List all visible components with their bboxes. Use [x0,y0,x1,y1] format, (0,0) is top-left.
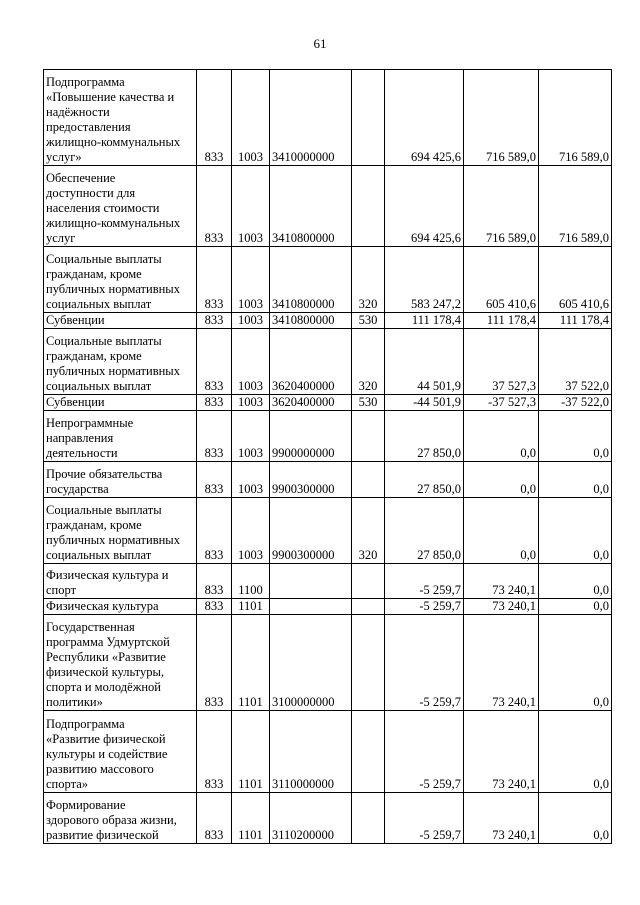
row-section-text: 1100 [238,583,263,597]
row-name-text: Социальные выплаты гражданам, кроме публичных нормативных социальных выплат [46,503,180,562]
row-name-text: Подпрограмма «Повышение качества и надёжности предоставления жилищно-коммунальных услуг» [46,75,181,164]
row-amount-2024-text: 694 425,6 [411,231,461,245]
table-row [44,411,612,462]
row-name-text: Физическая культура [46,599,159,613]
row-ved-text: 833 [204,297,224,311]
row-name-cell [44,329,197,395]
row-csr-cell [270,411,352,462]
row-amount-2024-text: 27 850,0 [417,482,461,496]
row-amount-2025-cell [464,711,539,793]
row-name-cell [44,599,197,615]
row-name-cell [44,166,197,247]
row-section-text: 1101 [238,695,263,709]
row-amount-2025-text: 73 240,1 [492,583,536,597]
row-amount-2025-cell [464,166,539,247]
row-amount-2024-cell [385,70,464,166]
row-csr-cell [270,711,352,793]
row-amount-2025-text: 111 178,4 [486,313,536,327]
table-row [44,462,612,498]
row-vr-text: 320 [358,379,378,393]
row-amount-2024-text: 694 425,6 [411,150,461,164]
row-vr-cell [352,329,385,395]
row-section-text: 1101 [238,828,263,842]
row-vr-cell [352,564,385,599]
row-amount-2024-cell [385,498,464,564]
row-amount-2026-text: 0,0 [593,777,609,791]
row-section-text: 1101 [238,777,263,791]
row-amount-2024-text: 583 247,2 [411,297,461,311]
row-csr-cell [270,462,352,498]
row-csr-cell [270,395,352,411]
row-section-text: 1003 [238,395,263,409]
row-amount-2024-cell [385,599,464,615]
table-row [44,329,612,395]
row-csr-cell [270,313,352,329]
row-name-text: Прочие обязательства государства [46,467,163,496]
row-amount-2024-text: 44 501,9 [417,379,461,393]
row-vr-text: 320 [358,297,378,311]
row-amount-2026-text: 0,0 [593,583,609,597]
row-vr-cell [352,166,385,247]
row-name-text: Субвенции [46,313,105,327]
row-section-text: 1003 [238,482,263,496]
row-csr-cell [270,166,352,247]
row-name-text: Обеспечение доступности для населения стоимости жилищно-коммунальных услуг [46,171,181,245]
row-amount-2024-cell [385,564,464,599]
row-amount-2026-cell [539,793,612,844]
row-vr-cell [352,711,385,793]
row-csr-cell [270,615,352,711]
row-ved-text: 833 [204,548,224,562]
row-amount-2026-text: 0,0 [593,599,609,613]
row-ved-text: 833 [204,379,224,393]
row-vr-text: 320 [358,548,378,562]
row-amount-2026-cell [539,395,612,411]
row-amount-2024-text: -5 259,7 [419,599,461,613]
row-amount-2026-text: 37 522,0 [565,379,609,393]
table-row [44,70,612,166]
row-amount-2026-text: 716 589,0 [559,231,609,245]
row-amount-2025-text: 37 527,3 [492,379,536,393]
row-csr-text: 3410000000 [272,150,335,164]
row-ved-cell [197,498,232,564]
row-section-cell [232,313,270,329]
row-amount-2024-text: -5 259,7 [419,777,461,791]
row-amount-2025-text: 716 589,0 [486,231,536,245]
row-ved-cell [197,462,232,498]
table-row [44,313,612,329]
row-amount-2024-cell [385,615,464,711]
row-vr-text: 530 [358,313,378,327]
row-amount-2026-cell [539,564,612,599]
row-name-cell [44,395,197,411]
row-vr-cell [352,411,385,462]
row-name-cell [44,793,197,844]
row-csr-cell [270,247,352,313]
row-ved-cell [197,247,232,313]
row-csr-text: 3410800000 [272,297,335,311]
row-csr-text: 3110200000 [272,828,335,842]
row-ved-text: 833 [204,828,224,842]
row-ved-cell [197,793,232,844]
row-amount-2026-cell [539,313,612,329]
row-amount-2024-cell [385,313,464,329]
row-amount-2026-text: 111 178,4 [559,313,609,327]
table-row [44,599,612,615]
row-amount-2025-cell [464,411,539,462]
row-ved-cell [197,329,232,395]
row-amount-2025-cell [464,395,539,411]
row-section-text: 1003 [238,379,263,393]
row-amount-2024-cell [385,329,464,395]
row-ved-text: 833 [204,777,224,791]
row-ved-cell [197,395,232,411]
row-name-cell [44,462,197,498]
row-csr-cell [270,329,352,395]
row-ved-cell [197,615,232,711]
row-amount-2026-cell [539,462,612,498]
row-ved-text: 833 [204,395,224,409]
table-row [44,166,612,247]
row-amount-2026-text: 0,0 [593,828,609,842]
row-amount-2024-text: -5 259,7 [419,828,461,842]
row-amount-2024-cell [385,793,464,844]
row-name-cell [44,411,197,462]
row-amount-2025-text: 605 410,6 [486,297,536,311]
row-name-cell [44,313,197,329]
row-name-cell [44,564,197,599]
row-section-cell [232,247,270,313]
row-amount-2026-text: -37 522,0 [561,395,609,409]
row-amount-2025-text: -37 527,3 [488,395,536,409]
row-amount-2026-cell [539,70,612,166]
row-amount-2026-cell [539,166,612,247]
row-section-text: 1003 [238,313,263,327]
row-amount-2025-text: 73 240,1 [492,777,536,791]
row-amount-2024-text: -44 501,9 [413,395,461,409]
table-row [44,615,612,711]
row-ved-text: 833 [204,313,224,327]
table-row [44,711,612,793]
row-csr-cell [270,793,352,844]
row-name-cell [44,711,197,793]
row-amount-2024-text: -5 259,7 [419,695,461,709]
table-row [44,247,612,313]
row-amount-2025-cell [464,564,539,599]
row-name-text: Непрограммные направления деятельности [46,416,134,460]
row-csr-cell [270,70,352,166]
row-name-text: Государственная программа Удмуртской Республики «Развитие физической культуры, спорта и молодёжной политики» [46,620,170,709]
row-ved-cell [197,313,232,329]
row-section-cell [232,564,270,599]
table-row [44,498,612,564]
row-csr-cell [270,498,352,564]
row-amount-2026-text: 0,0 [593,695,609,709]
row-amount-2025-cell [464,247,539,313]
row-name-text: Субвенции [46,395,105,409]
row-amount-2024-cell [385,711,464,793]
row-section-text: 1003 [238,231,263,245]
row-amount-2025-cell [464,462,539,498]
row-amount-2024-cell [385,411,464,462]
row-amount-2024-cell [385,395,464,411]
row-section-cell [232,615,270,711]
row-amount-2026-cell [539,711,612,793]
row-amount-2026-cell [539,247,612,313]
page-number: 61 [313,36,327,51]
row-amount-2025-cell [464,599,539,615]
row-amount-2024-cell [385,166,464,247]
row-csr-cell [270,599,352,615]
row-name-text: Социальные выплаты гражданам, кроме публичных нормативных социальных выплат [46,334,180,393]
row-amount-2024-text: -5 259,7 [419,583,461,597]
row-csr-text: 3410800000 [272,313,335,327]
budget-table [43,69,612,844]
row-name-cell [44,247,197,313]
row-amount-2026-text: 605 410,6 [559,297,609,311]
row-name-cell [44,70,197,166]
row-section-text: 1003 [238,297,263,311]
row-amount-2026-text: 0,0 [593,482,609,496]
row-amount-2026-cell [539,599,612,615]
row-amount-2025-cell [464,70,539,166]
row-amount-2026-cell [539,329,612,395]
row-ved-cell [197,411,232,462]
row-section-cell [232,411,270,462]
row-section-cell [232,166,270,247]
row-section-text: 1003 [238,446,263,460]
row-vr-cell [352,599,385,615]
row-ved-text: 833 [204,482,224,496]
row-vr-cell [352,395,385,411]
row-amount-2024-text: 27 850,0 [417,446,461,460]
row-ved-text: 833 [204,150,224,164]
row-csr-text: 3620400000 [272,379,335,393]
row-amount-2024-text: 111 178,4 [411,313,461,327]
row-section-cell [232,711,270,793]
row-amount-2025-text: 0,0 [520,446,536,460]
row-name-text: Подпрограмма «Развитие физической культуры и содействие развитию массового спорта» [46,717,168,791]
row-csr-text: 3410800000 [272,231,335,245]
row-vr-cell [352,247,385,313]
row-amount-2024-text: 27 850,0 [417,548,461,562]
row-amount-2025-cell [464,313,539,329]
row-amount-2026-text: 716 589,0 [559,150,609,164]
row-section-cell [232,70,270,166]
row-csr-text: 9900000000 [272,446,335,460]
row-ved-text: 833 [204,695,224,709]
row-section-text: 1003 [238,548,263,562]
row-section-cell [232,462,270,498]
row-amount-2025-text: 0,0 [520,482,536,496]
row-ved-cell [197,564,232,599]
row-amount-2025-text: 73 240,1 [492,599,536,613]
row-section-text: 1003 [238,150,263,164]
row-amount-2026-cell [539,498,612,564]
row-ved-cell [197,70,232,166]
row-name-text: Социальные выплаты гражданам, кроме публичных нормативных социальных выплат [46,252,180,311]
row-vr-cell [352,615,385,711]
row-amount-2026-text: 0,0 [593,446,609,460]
row-amount-2025-cell [464,615,539,711]
row-section-text: 1101 [238,599,263,613]
row-section-cell [232,599,270,615]
row-vr-cell [352,462,385,498]
row-vr-text: 530 [358,395,378,409]
row-csr-cell [270,564,352,599]
row-section-cell [232,793,270,844]
row-amount-2026-cell [539,615,612,711]
row-vr-cell [352,793,385,844]
row-csr-text: 3100000000 [272,695,335,709]
row-vr-cell [352,313,385,329]
row-amount-2025-text: 73 240,1 [492,828,536,842]
table-row [44,564,612,599]
row-name-text: Формирование здорового образа жизни, развитие физической [46,798,177,842]
row-name-text: Физическая культура и спорт [46,568,169,597]
row-ved-text: 833 [204,446,224,460]
row-amount-2025-text: 0,0 [520,548,536,562]
row-name-cell [44,498,197,564]
row-name-cell [44,615,197,711]
row-amount-2024-cell [385,462,464,498]
row-csr-text: 3110000000 [272,777,335,791]
row-amount-2025-cell [464,498,539,564]
table-row [44,793,612,844]
table-row [44,395,612,411]
row-csr-text: 3620400000 [272,395,335,409]
row-amount-2025-cell [464,329,539,395]
row-amount-2025-text: 73 240,1 [492,695,536,709]
row-csr-text: 9900300000 [272,482,335,496]
row-vr-cell [352,498,385,564]
row-amount-2026-cell [539,411,612,462]
row-ved-text: 833 [204,231,224,245]
row-ved-cell [197,166,232,247]
row-vr-cell [352,70,385,166]
row-ved-text: 833 [204,599,224,613]
row-ved-cell [197,711,232,793]
row-amount-2025-text: 716 589,0 [486,150,536,164]
row-section-cell [232,395,270,411]
row-amount-2025-cell [464,793,539,844]
row-ved-text: 833 [204,583,224,597]
row-amount-2026-text: 0,0 [593,548,609,562]
row-csr-text: 9900300000 [272,548,335,562]
row-section-cell [232,329,270,395]
row-ved-cell [197,599,232,615]
row-section-cell [232,498,270,564]
row-amount-2024-cell [385,247,464,313]
